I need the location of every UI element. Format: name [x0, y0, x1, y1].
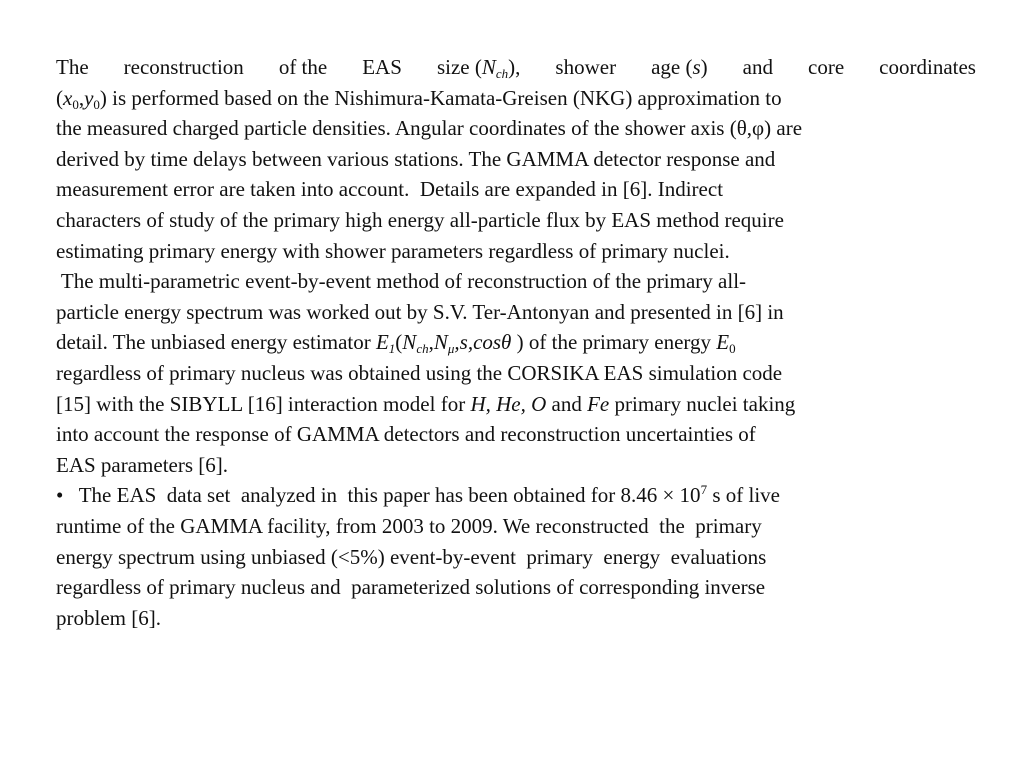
subscript-mu: μ	[447, 341, 455, 357]
text-run: s of live	[707, 483, 780, 508]
symbol-E0: E	[716, 330, 730, 355]
bullet-marker: •	[56, 483, 64, 508]
bullet-line1	[56, 480, 976, 511]
estimator-args: ,s,cosθ	[454, 330, 512, 355]
subscript-0: 0	[93, 96, 100, 112]
symbol-E: E	[375, 330, 389, 355]
word: The	[56, 55, 89, 79]
paragraph1-line5: measurement error are taken into account. Details are expanded in [6]. Indirect	[56, 177, 724, 202]
word: EAS	[362, 55, 402, 79]
subscript-0: 0	[729, 341, 736, 357]
symbol-x: x	[63, 85, 73, 110]
paragraph1-line3: the measured charged particle densities. Angular coordinates of the shower axis (θ,φ) are	[56, 116, 803, 141]
text-run: [15] with the SIBYLL [16] interaction model for	[56, 391, 471, 416]
paragraph1-line4: derived by time delays between various stations. The GAMMA detector response and	[56, 146, 776, 171]
word: and	[742, 55, 773, 79]
bullet-line2: runtime of the GAMMA facility, from 2003 to 2009. We reconstructed the primary	[56, 513, 762, 538]
word-group-size	[437, 52, 520, 83]
nuclei-list: H, He, O	[470, 391, 547, 416]
word: coordinates	[879, 55, 976, 79]
subscript-0: 0	[72, 96, 79, 112]
word: shower	[555, 55, 617, 79]
bullet-line3: energy spectrum using unbiased (<5%) event-by-event primary energy evaluations	[56, 544, 767, 569]
bullet-line4: regardless of primary nucleus and parameterized solutions of corresponding inverse	[56, 575, 766, 600]
paragraph1-line2	[56, 83, 976, 114]
paragraph2-line6: into account the response of GAMMA detectors and reconstruction uncertainties of	[56, 422, 756, 447]
symbol-N: N	[481, 55, 496, 79]
symbol-y: y	[84, 85, 94, 110]
nucleus-fe: Fe	[587, 391, 610, 416]
word: size (	[436, 55, 482, 79]
text-block	[56, 52, 976, 633]
paragraph1-line1	[56, 52, 976, 83]
paragraph2-line1: The multi-parametric event-by-event method of reconstruction of the primary all-	[56, 269, 747, 294]
symbol-N: N	[402, 330, 417, 355]
paragraph2-line2: particle energy spectrum was worked out by S.V. Ter-Antonyan and presented in [6] in	[56, 299, 784, 324]
bullet-line5: problem [6].	[56, 605, 161, 630]
paragraph2-line4: regardless of primary nucleus was obtained using the CORSIKA EAS simulation code	[56, 360, 783, 385]
word: age (	[651, 55, 693, 79]
word-group-age	[651, 52, 708, 83]
superscript-7: 7	[700, 482, 708, 498]
paragraph2-line5	[56, 389, 976, 420]
symbol-N-mu: N	[433, 330, 448, 355]
paragraph1-line6: characters of study of the primary high energy all-particle flux by EAS method require	[56, 207, 784, 232]
comma: ,	[78, 85, 85, 110]
paragraph1-line7: estimating primary energy with shower parameters regardless of primary nuclei.	[56, 238, 730, 263]
subscript-ch: ch	[416, 341, 429, 357]
word: ),	[508, 55, 521, 79]
text-run: ) of the primary energy	[511, 330, 717, 355]
word: core	[808, 55, 845, 79]
subscript-1: 1	[388, 341, 396, 357]
paren: (	[56, 85, 63, 110]
word: )	[700, 55, 708, 79]
text-run: primary nuclei taking	[609, 391, 796, 416]
symbol-s: s	[692, 55, 701, 79]
text-run: and	[546, 391, 588, 416]
text-run: ) is performed based on the Nishimura-Kamata-Greisen (NKG) approximation to	[99, 85, 782, 110]
word: reconstruction	[123, 55, 244, 79]
word: of the	[278, 55, 328, 79]
text-run: The EAS data set analyzed in this paper has been obtained for 8.46 × 10	[63, 483, 701, 508]
subscript-ch: ch	[495, 66, 509, 81]
comma: ,	[428, 330, 434, 355]
paren: (	[395, 330, 403, 355]
paragraph2-line7: EAS parameters [6].	[56, 452, 229, 477]
text-run: detail. The unbiased energy estimator	[56, 330, 376, 355]
paragraph2-line3	[56, 327, 976, 358]
